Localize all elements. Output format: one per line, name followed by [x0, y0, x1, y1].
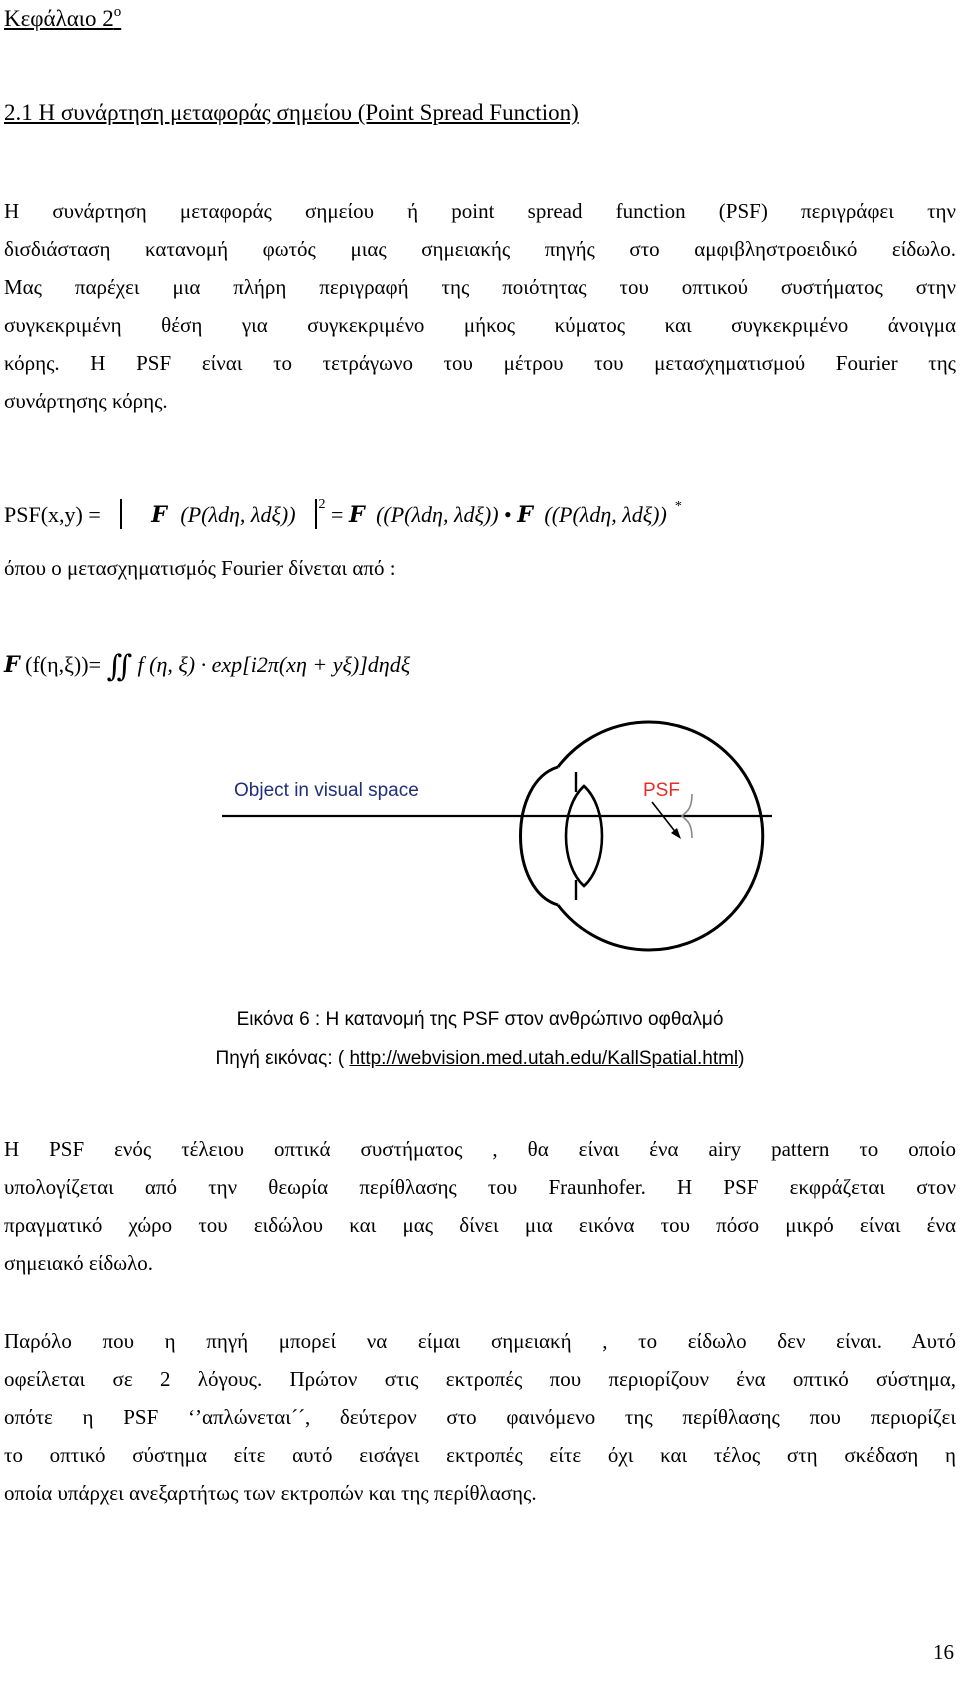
- eye-globe-outline: [558, 722, 763, 950]
- text-line: πραγματικό χώρο του ειδώλου και μας δίνει μια εικόνα του πόσο μικρό είναι ένα: [4, 1213, 956, 1237]
- abs-bar-left: [120, 499, 122, 529]
- formula-exponent: 2: [318, 497, 326, 512]
- text-line: οποία υπάρχει ανεξαρτήτως των εκτροπών και της περίθλασης.: [4, 1481, 537, 1505]
- fourier-transform-icon: F: [151, 502, 167, 528]
- chapter-title: Κεφάλαιο 2: [4, 6, 114, 31]
- text-line: Η συνάρτηση μεταφοράς σημείου ή point spread function (PSF) περιγράφει την: [4, 199, 956, 223]
- lens-outline: [566, 786, 602, 886]
- text-line: σημειακό είδωλο.: [4, 1251, 154, 1275]
- source-link[interactable]: http://webvision.med.utah.edu/KallSpatial.html: [349, 1048, 739, 1069]
- text-line: Η PSF ενός τέλειου οπτικά συστήματος , θα είναι ένα airy pattern το οποίο: [4, 1137, 956, 1161]
- chapter-superscript: ο: [113, 4, 122, 20]
- paragraph-airy-pattern: [4, 1130, 956, 1282]
- source-prefix: Πηγή εικόνας: (: [215, 1048, 350, 1069]
- text-line: συγκεκριμένη θέση για συγκεκριμένο μήκος κύματος και συγκεκριμένο άνοιγμα: [4, 313, 956, 337]
- text-line: το οπτικό σύστημα είτε αυτό εισάγει εκτροπές είτε όχι και τέλος στη σκέδαση η: [4, 1443, 956, 1467]
- paragraph-aberrations: [4, 1322, 956, 1512]
- formula-conjugate: *: [674, 499, 682, 514]
- formula-term2: ((P(λdη, λdξ)): [376, 502, 499, 527]
- text-line: οφείλεται σε 2 λόγους. Πρώτον στις εκτροπές που περιορίζουν ένα οπτικό σύστημα,: [4, 1367, 956, 1391]
- text-line: κόρης. Η PSF είναι το τετράγωνο του μέτρου του μετασχηματισμού Fourier της: [4, 351, 956, 375]
- text-line: Μας παρέχει μια πλήρη περιγραφή της ποιότητας του οπτικού συστήματος στην: [4, 275, 956, 299]
- text-line: συνάρτησης κόρης.: [4, 389, 168, 413]
- abs-bar-right: [315, 499, 317, 529]
- chapter-heading: [4, 4, 121, 34]
- text-line: Παρόλο που η πηγή μπορεί να είμαι σημειακή , το είδωλο δεν είναι. Αυτό: [4, 1329, 956, 1353]
- eye-psf-figure: [172, 712, 772, 982]
- figure-caption: Εικόνα 6 : Η κατανομή της PSF στον ανθρώπινο οφθαλμό: [236, 1009, 724, 1030]
- formula-dot: •: [504, 502, 512, 527]
- psf-arrow-head: [671, 828, 681, 839]
- figure-label-object: Object in visual space: [234, 780, 419, 801]
- page-number: 16: [933, 1640, 954, 1664]
- text-line: δισδιάσταση κατανομή φωτός μιας σημειακής πηγής στο αμφιβληστροειδικό είδωλο.: [4, 237, 956, 261]
- formula2-rhs: f (η, ξ) · exp[i2π(xη + yξ)]dηdξ: [137, 652, 411, 677]
- fourier-transform-icon: F: [517, 502, 533, 528]
- formula-lhs: PSF(x,y) =: [4, 502, 101, 527]
- fourier-formula: [4, 650, 410, 682]
- fourier-transform-icon: F: [348, 502, 365, 528]
- psf-formula: [4, 490, 682, 530]
- fourier-transform-icon: F: [4, 652, 20, 678]
- cornea-outline: [521, 767, 559, 905]
- formula-term: (P(λdη, λdξ)): [180, 502, 296, 527]
- section-title: 2.1 Η συνάρτηση μεταφοράς σημείου (Point Spread Function): [4, 100, 579, 125]
- paragraph-psf-intro: [4, 192, 956, 420]
- figure-label-psf: PSF: [643, 780, 680, 801]
- text-line: οπότε η PSF ‘’απλώνεται´´, δεύτερον στο φαινόμενο της περίθλασης που περιορίζει: [4, 1405, 956, 1429]
- formula-equals: =: [331, 502, 344, 527]
- formula2-lhs: (f(η,ξ))=: [25, 652, 101, 677]
- double-integral-icon: ∬: [106, 650, 133, 683]
- fourier-intro-text: όπου ο μετασχηματισμός Fourier δίνεται από :: [4, 556, 396, 580]
- figure-source: [0, 1044, 960, 1074]
- text-line: υπολογίζεται από την θεωρία περίθλασης του Fraunhofer. Η PSF εκφράζεται στον: [4, 1175, 956, 1199]
- formula-term3: ((P(λdη, λdξ)): [544, 502, 667, 527]
- source-suffix: ): [738, 1048, 745, 1069]
- psf-arrow-shaft: [652, 802, 677, 834]
